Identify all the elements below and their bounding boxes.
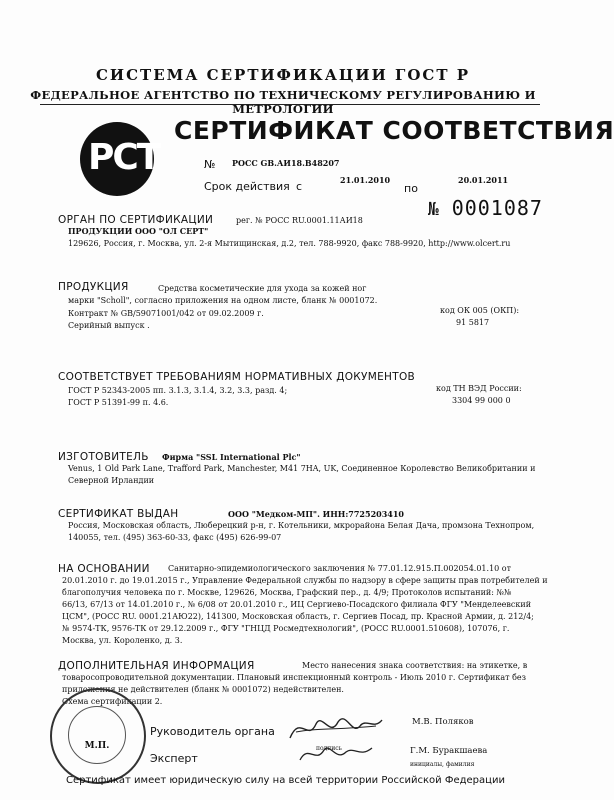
extra-line-3: приложения не действителен (бланк № 0001072) недействителен. <box>62 685 344 694</box>
manufacturer-line-1: Venus, 1 Old Park Lane, Trafford Park, Manchester, M41 7HA, UK, Соединенное Королевство Великобритании и <box>68 464 536 473</box>
cert-number: РОСС GB.АИ18.В48207 <box>232 158 340 168</box>
issued-line-2: 140055, тел. (495) 363-60-33, факс (495) 626-99-07 <box>68 533 282 542</box>
organ-reg: рег. № РОСС RU.0001.11АИ18 <box>236 216 363 225</box>
head-name: М.В. Поляков <box>412 717 474 727</box>
basis-line-3: благополучия человека по г. Москве, 129626, Москва, Графский пер., д. 4/9; Протоколов испытаний: №№ <box>62 588 512 597</box>
basis-line-1: Санитарно-эпидемиологического заключения № 77.01.12.915.П.002054.01.10 от <box>168 564 512 573</box>
blank-serial <box>428 196 543 220</box>
date-from: 21.01.2010 <box>340 175 391 185</box>
issued-label: СЕРТИФИКАТ ВЫДАН <box>58 508 179 520</box>
manufacturer-line-2: Северной Ирландии <box>68 476 155 485</box>
product-line-4: Серийный выпуск . <box>68 321 150 330</box>
product-line-3: Контракт № GB/59071001/042 от 09.02.2009 г. <box>68 309 264 318</box>
basis-label: НА ОСНОВАНИИ <box>58 563 150 575</box>
cert-number-label: № <box>204 158 216 171</box>
tnved-code: 3304 99 000 0 <box>452 396 511 405</box>
header-rule <box>40 104 540 105</box>
system-heading: СИСТЕМА СЕРТИФИКАЦИИ ГОСТ Р <box>95 66 471 84</box>
basis-line-2: 20.01.2010 г. до 19.01.2015 г., Управление Федеральной службы по надзору в сфере защиты прав потребителей и <box>62 576 548 585</box>
basis-line-4: 66/13, 67/13 от 14.01.2010 г., № 6/08 от 20.01.2010 г., ИЦ Сергиево-Посадского филиала ФГУ "Менделеевский <box>62 600 532 609</box>
expert-name-caption: инициалы, фамилия <box>410 761 475 768</box>
extra-line-2: товаросопроводительной документации. Плановый инспекционный контроль - Июль 2010 г. Сертификат без <box>62 673 526 682</box>
extra-line-4: Схема сертификации 2. <box>62 697 163 706</box>
product-line-1: Средства косметические для ухода за кожей ног <box>158 284 367 293</box>
extra-label: ДОПОЛНИТЕЛЬНАЯ ИНФОРМАЦИЯ <box>58 660 255 672</box>
okp-label: код ОК 005 (ОКП): <box>440 306 520 315</box>
seal-inner-ring <box>68 706 126 764</box>
organ-address: 129626, Россия, г. Москва, ул. 2-я Мытищинская, д.2, тел. 788-9920, факс 788-9920, http://www.olcert.ru <box>68 239 511 248</box>
product-line-2: марки "Scholl", согласно приложения на одном листе, бланк № 0001072. <box>68 296 378 305</box>
certificate-title: СЕРТИФИКАТ СООТВЕТСТВИЯ <box>174 116 614 145</box>
basis-line-6: № 9574-ТК, 9576-ТК от 29.12.2009 г., ФГУ "ГНЦД Росмедтехнологий", (РОСС RU.0001.510608), 107076, г. <box>62 624 510 633</box>
organ-label: ОРГАН ПО СЕРТИФИКАЦИИ <box>58 214 214 226</box>
seal-stamp <box>50 688 146 784</box>
head-label: Руководитель органа <box>150 725 275 738</box>
norms-label: СООТВЕТСТВУЕТ ТРЕБОВАНИЯМ НОРМАТИВНЫХ ДОКУМЕНТОВ <box>58 371 416 383</box>
expert-label: Эксперт <box>150 752 198 765</box>
blank-serial-number: 0001087 <box>451 196 543 220</box>
agency-heading: ФЕДЕРАЛЬНОЕ АГЕНТСТВО ПО ТЕХНИЧЕСКОМУ РЕГУЛИРОВАНИЮ И МЕТРОЛОГИИ <box>30 88 536 116</box>
basis-line-7: Москва, ул. Короленко, д. 3. <box>62 636 183 645</box>
head-signature-caption: подпись <box>316 745 342 752</box>
validity-to-label: по <box>404 182 418 195</box>
validity-from-label: с <box>296 180 303 193</box>
norms-line-2: ГОСТ Р 51391-99 п. 4.6. <box>68 398 169 407</box>
validity-footer: Сертификат имеет юридическую силу на всей территории Российской Федерации <box>66 775 505 786</box>
organ-name: ПРОДУКЦИИ ООО "ОЛ СЕРТ" <box>68 226 209 236</box>
expert-signature <box>296 738 376 768</box>
okp-code: 91 5817 <box>456 318 490 327</box>
basis-line-5: ЦСМ", (РОСС RU. 0001.21АЮ22), 141300, Московская область, г. Сергиев Посад, пр. Красной Армии, д. 212/4; <box>62 612 534 621</box>
issued-name: ООО "Медком-МП". ИНН:7725203410 <box>228 509 404 519</box>
product-label: ПРОДУКЦИЯ <box>58 281 129 293</box>
seal-text: М.П. <box>84 741 110 751</box>
date-to: 20.01.2011 <box>458 175 509 185</box>
gost-logo-text: РСТ <box>88 137 160 178</box>
blank-serial-label: № <box>428 199 440 220</box>
manufacturer-label: ИЗГОТОВИТЕЛЬ <box>58 451 149 463</box>
manufacturer-name: Фирма "SSL International Plc" <box>162 452 301 462</box>
tnved-label: код ТН ВЭД России: <box>436 384 522 393</box>
validity-label: Срок действия <box>204 180 290 193</box>
gost-logo <box>80 122 160 196</box>
extra-line-1: Место нанесения знака соответствия: на этикетке, в <box>302 661 528 670</box>
issued-line-1: Россия, Московская область, Люберецкий р-н, г. Котельники, мкрорайона Белая Дача, промзона Технопром, <box>68 521 535 530</box>
norms-line-1: ГОСТ Р 52343-2005 пп. 3.1.3, 3.1.4, 3.2, 3.3, разд. 4; <box>68 386 288 395</box>
expert-name: Г.М. Буракшаева <box>410 746 488 756</box>
